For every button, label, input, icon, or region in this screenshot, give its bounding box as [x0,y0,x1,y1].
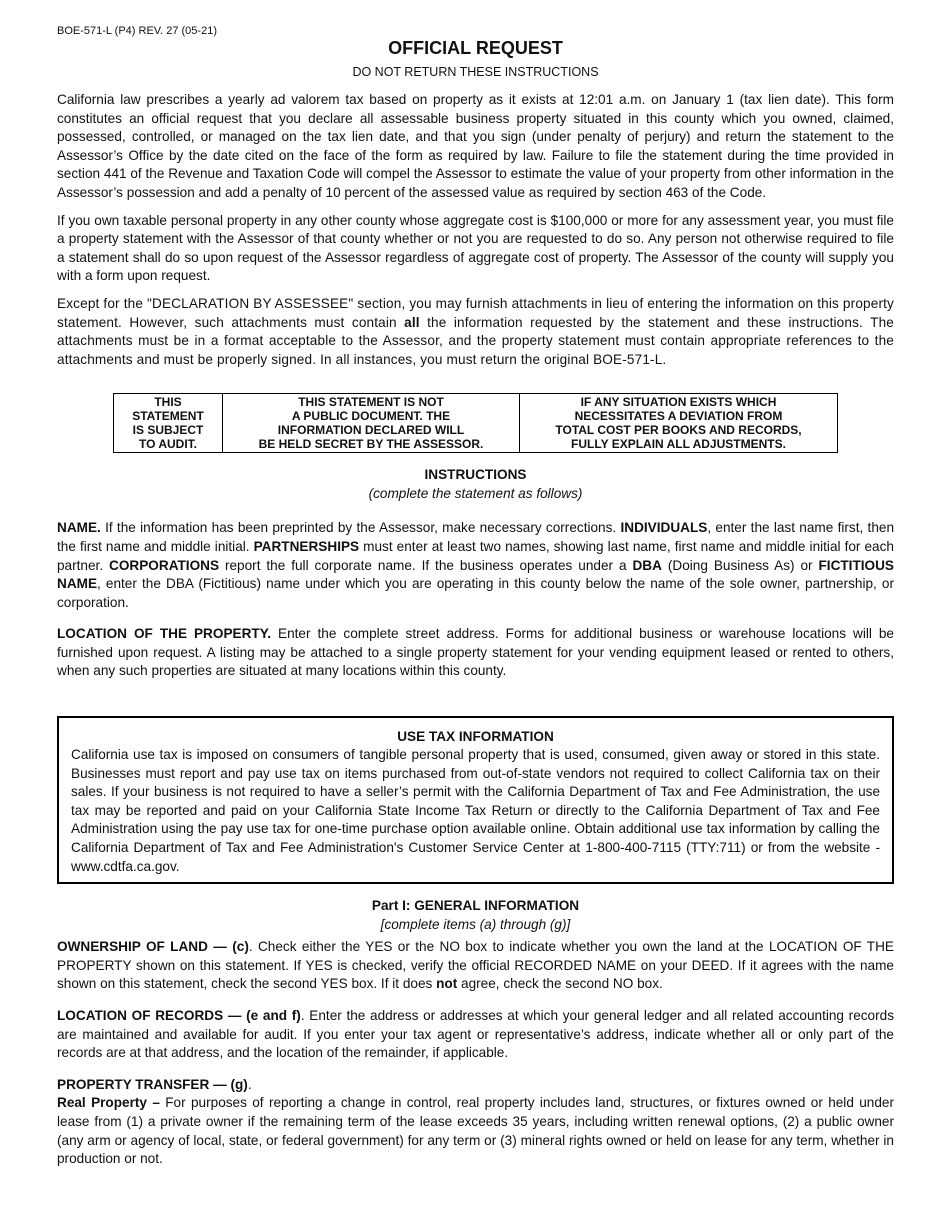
real-property-text: For purposes of reporting a change in control, real property includes land, structures, or fixtures owned or held under lease from (1) a private owner if the remaining term of the lease exceeds 35 years, including written renewal options, (2) a public owner (any arm or agency of local, state, or federal government) for any term or (3) mineral rights owned or held on lease for any term, whether in production or not. [57,1095,895,1167]
notice-audit-line: STATEMENT [132,409,204,424]
notice-secret-line: BE HELD SECRET BY THE ASSESSOR. [258,437,484,452]
notice-deviation [520,394,838,453]
transfer-label: PROPERTY TRANSFER — (g) [57,1076,248,1092]
location-section [57,625,894,681]
name-text: If the information has been preprinted by the Assessor, make necessary corrections. [100,520,621,536]
location-label: LOCATION OF THE PROPERTY. [57,626,272,642]
page-title: OFFICIAL REQUEST [388,38,563,58]
ownership-bold: not [436,976,458,992]
transfer-period: . [247,1076,252,1092]
records-text: . Enter the address or addresses at which your general ledger and all related accounting records are maintained and available for audit. If you enter your tax agent or representative’s address, indicate whether all or only part of the records are at that address, and the location of the remainder, if applicable. [57,1008,894,1061]
use-tax-text: California use tax is imposed on consumers of tangible personal property that is used, consumed, given away or stored in this state. Businesses must report and pay use tax on items purchased from out-of-state vendors not required to collect California tax on their sales. If your business is not required to have a seller’s permit with the California Department of Tax and Fee Administration, the use tax may be reported and paid on your California State Income Tax Return or directly to the California Department of Tax and Fee Administration using the pay use tax for one-time purchase option available online. Obtain additional use tax information by calling the California Department of Tax and Fee Administration's Customer Service Center at 1-800-400-7115 (TTY:711) or from the website - www.cdtfa.ca.gov. [71,747,880,874]
transfer-heading-line [57,1076,894,1095]
name-label: NAME. [57,520,101,536]
notice-audit-line: THIS [154,395,182,410]
intro-p3-bold: all [404,314,420,330]
notice-box [113,393,838,453]
notice-deviation-line: IF ANY SITUATION EXISTS WHICH [580,395,777,410]
intro-paragraph-3 [57,295,894,369]
use-tax-box [57,716,894,884]
real-property-section [57,1094,894,1168]
ownership-section [57,938,894,994]
notice-secret-line: INFORMATION DECLARED WILL [277,423,465,438]
records-section [57,1007,894,1063]
name-bold: INDIVIDUALS [620,520,708,536]
location-text: Enter the complete street address. Forms for additional business or warehouse locations will be furnished upon request. A listing may be attached to a single property statement for your vending equipment leased or rented to others, when any such properties are situated at many locations within this county. [57,626,894,679]
notice-deviation-line: TOTAL COST PER BOOKS AND RECORDS, [555,423,802,438]
page-subtitle: DO NOT RETURN THESE INSTRUCTIONS [352,65,599,79]
name-bold: FICTITIOUS NAME [57,557,895,592]
name-text: , enter the DBA (Fictitious) name under which you are operating in this county below the name of the sole owner, partnership, or corporation. [57,576,894,610]
name-text: report the full corporate name. If the business operates under a [219,557,633,573]
instructions-heading: INSTRUCTIONS [424,467,527,483]
notice-audit-line: TO AUDIT. [138,437,197,452]
name-bold: PARTNERSHIPS [253,538,360,554]
records-label: LOCATION OF RECORDS — (e and f) [57,1008,301,1023]
ownership-text: . Check either the YES or the NO box to indicate whether you own the land at the LOCATION OF THE PROPERTY shown on this statement. If YES is checked, verify the official RECORDED NAME on your DEED. If it agrees with the name shown on this statement, check the second YES box. If it does [57,939,894,992]
notice-secret-line: A PUBLIC DOCUMENT. THE [291,409,451,424]
name-text: must enter at least two names, showing last name, first name and middle initial for each partner. [57,538,894,573]
form-number: BOE-571-L (P4) REV. 27 (05-21) [57,25,217,37]
notice-audit [114,394,223,453]
notice-secret [223,394,520,453]
name-section [57,519,894,612]
instruction-page [57,0,894,1169]
notice-audit-line: IS SUBJECT [132,423,204,438]
notice-secret-line: THIS STATEMENT IS NOT [298,395,444,410]
name-bold: DBA [632,557,662,573]
name-bold: CORPORATIONS [109,557,220,573]
intro-p3-text-b: the information requested by the statement and these instructions. The attachments must be in a format acceptable to the Assessor, and the property statement must contain appropriate references to the attachments and must be properly signed. In all instances, you must return the original BOE-571-L. [57,314,895,367]
intro-paragraph-1: California law prescribes a yearly ad valorem tax based on property as it exists at 12:01 a.m. on January 1 (tax lien date). This form constitutes an official request that you declare all assessable business property situated in this county which you owned, claimed, possessed, controlled, or managed on the tax lien date, and that you sign (under penalty of perjury) and return the statement to the Assessor’s Office by the date cited on the face of the form as required by law. Failure to file the statement during the time provided in section 441 of the Revenue and Taxation Code will compel the Assessor to estimate the value of your property from other information in the Assessor’s possession and add a penalty of 10 percent of the assessed value as required by section 463 of the Code. [57,92,894,200]
name-text: (Doing Business As) or [661,557,819,573]
ownership-text: agree, check the second NO box. [457,976,663,992]
intro-paragraph-2: If you own taxable personal property in any other county whose aggregate cost is $100,000 or more for any assessment year, you must file a property statement with the Assessor of that county whether or not you are requested to do so. Any person not otherwise required to file a statement shall do so upon request of the Assessor regardless of aggregate cost of property. The Assessor of the county will supply you with a form upon request. [57,212,894,284]
name-text: , enter the last name first, then the first name and middle initial. [57,520,895,554]
part1-subheading: [complete items (a) through (g)] [380,917,571,933]
real-property-label: Real Property – [57,1095,160,1111]
notice-deviation-line: FULLY EXPLAIN ALL ADJUSTMENTS. [571,437,786,452]
use-tax-heading: USE TAX INFORMATION [397,729,554,745]
notice-deviation-line: NECESSITATES A DEVIATION FROM [574,409,783,424]
ownership-label: OWNERSHIP OF LAND — (c) [57,939,249,955]
part1-heading: Part I: GENERAL INFORMATION [371,898,580,914]
intro-p3-text-a: Except for the "DECLARATION BY ASSESSEE" section, you may furnish attachments in lieu of entering the information on this property statement. However, such attachments must contain [57,295,894,330]
instructions-subheading: (complete the statement as follows) [368,486,583,502]
